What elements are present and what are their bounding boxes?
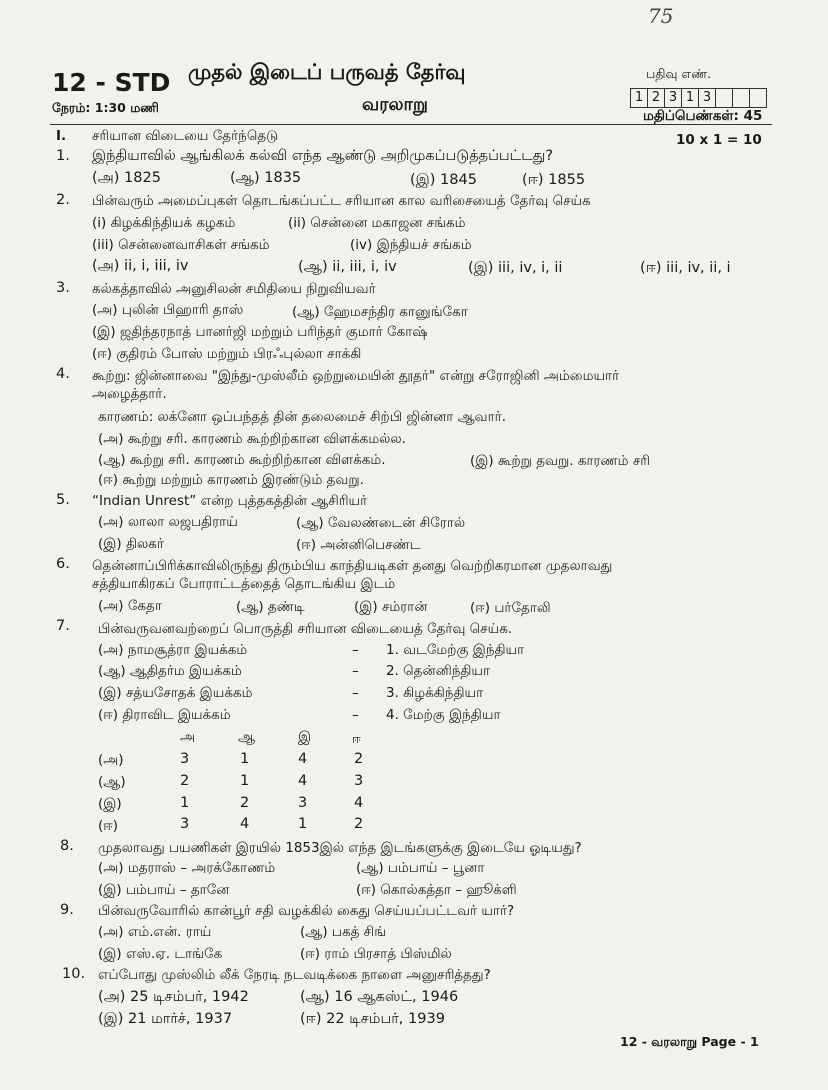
q3-option-a: (அ) புலின் பிஹாரி தாஸ் [92,302,244,318]
q7-grid-header: ஆ [238,729,256,745]
q7-grid-cell: 2 [354,751,364,767]
q7-grid-cell: 2 [240,795,250,811]
q7-grid-cell: 4 [298,751,308,767]
q10-text: எப்போது முஸ்லிம் லீக் நேரடி நடவடிக்கை நாளை அனுசரித்தது? [98,967,491,983]
q1-option-b: (ஆ) 1835 [230,170,302,186]
q7-grid-cell: 3 [298,795,308,811]
q7-grid-cell: 4 [240,816,250,832]
q10-option-d: (ஈ) 22 டிசம்பர், 1939 [300,1011,445,1027]
reg-digit: 3 [664,88,681,108]
q7-right-item: 3. கிழக்கிந்தியா [386,685,484,701]
section-score: 10 x 1 = 10 [676,132,762,148]
q1-option-d: (ஈ) 1855 [522,172,586,188]
page-footer: 12 - வரலாறு Page - 1 [620,1034,759,1049]
reg-digit [715,88,732,108]
class-label: 12 - STD [52,68,171,97]
q7-grid-cell: 2 [354,816,364,832]
q7-left-item: (இ) சத்யசோதக் இயக்கம் [98,685,253,701]
reg-number-boxes [630,88,767,108]
q3-option-b: (ஆ) ஹேமசந்திர கானுங்கோ [292,304,468,320]
q3-option-c: (இ) ஜதிந்தரநாத் பானர்ஜி மற்றும் பரிந்தர் குமார் கோஷ் [92,324,428,340]
reg-digit [749,88,767,108]
reg-number-label: பதிவு எண். [646,66,712,81]
handwritten-mark: 75 [648,4,674,28]
q2-option-c: (இ) iii, iv, i, ii [468,260,563,276]
q9-number: 9. [60,902,74,918]
q6-text-cont: சத்தியாகிரகப் போராட்டத்தைத் தொடங்கிய இடம் [92,576,396,592]
q7-right-item: 4. மேற்கு இந்தியா [386,707,501,723]
q4-number: 4. [56,366,70,382]
section-number: I. [56,128,67,144]
q1-option-a: (அ) 1825 [92,170,161,186]
q7-right-item: 1. வடமேற்கு இந்தியா [386,642,525,658]
q8-text: முதலாவது பயணிகள் இரயில் 1853இல் எந்த இடங்களுக்கு இடையே ஓடியது? [98,840,582,856]
q6-option-b: (ஆ) தண்டி [236,599,305,615]
q7-grid-row-label: (ஈ) [98,818,119,834]
q7-grid-row-label: (இ) [98,796,122,812]
q1-number: 1. [56,148,70,164]
q2-option-a: (அ) ii, i, iii, iv [92,258,189,274]
marks-label: மதிப்பெண்கள்: 45 [643,108,763,124]
q5-option-d: (ஈ) அன்னிபெசண்ட [296,537,421,553]
q7-grid-row-label: (அ) [98,752,124,768]
q7-grid-cell: 3 [180,816,190,832]
q7-grid-cell: 3 [354,773,364,789]
q7-right-item: 2. தென்னிந்தியா [386,663,491,679]
q7-grid-cell: 1 [240,773,250,789]
q8-option-b: (ஆ) பம்பாய் – பூனா [356,860,485,876]
reg-digit: 1 [681,88,698,108]
time-label: நேரம்: 1:30 மணி [52,100,159,115]
q2-item-i: (i) கிழக்கிந்தியக் கழகம் [92,215,236,231]
q7-grid-cell: 1 [298,816,308,832]
q2-item-ii: (ii) சென்னை மகாஜன சங்கம் [288,215,466,231]
q2-option-b: (ஆ) ii, iii, i, iv [298,259,397,275]
q7-dash: – [352,663,359,679]
q4-reason: காரணம்: லக்னோ ஒப்பந்தத் தின் தலைமைச் சிற்பி ஜின்னா ஆவார். [98,409,506,425]
q7-dash: – [352,707,359,723]
reg-digit: 2 [647,88,664,108]
q7-left-item: (ஆ) ஆதிதர்ம இயக்கம் [98,663,242,679]
reg-digit: 1 [630,88,647,108]
q6-number: 6. [56,556,70,572]
q9-option-c: (இ) எஸ்.ஏ. டாங்கே [98,946,223,962]
q10-number: 10. [62,966,86,982]
q7-dash: – [352,685,359,701]
reg-digit [732,88,749,108]
q4-option-c: (இ) கூற்று தவறு. காரணம் சரி [470,453,651,469]
q7-grid-row-label: (ஆ) [98,774,126,790]
q8-option-c: (இ) பம்பாய் – தானே [98,882,230,898]
q4-statement-cont: அழைத்தார். [92,386,167,402]
q10-option-b: (ஆ) 16 ஆகஸ்ட், 1946 [300,989,459,1005]
q7-left-item: (அ) நாமசூத்ரா இயக்கம் [98,642,248,658]
q1-option-c: (இ) 1845 [410,172,477,188]
q4-option-b: (ஆ) கூற்று சரி. காரணம் கூற்றிற்கான விளக்கம். [98,452,386,468]
section-title: சரியான விடையை தேர்ந்தெடு [92,128,279,144]
q3-text: கல்கத்தாவில் அனுசிலன் சமிதியை நிறுவியவர் [92,281,376,297]
q7-left-item: (ஈ) திராவிட இயக்கம் [98,707,231,723]
q2-item-iv: (iv) இந்தியச் சங்கம் [350,237,472,253]
q7-text: பின்வருவனவற்றைப் பொருத்தி சரியான விடையைத் தேர்வு செய்க. [98,621,513,637]
q6-option-a: (அ) கேதா [98,598,162,614]
q2-item-iii: (iii) சென்னைவாசிகள் சங்கம் [92,237,270,253]
q7-grid-cell: 3 [180,751,190,767]
q5-number: 5. [56,492,70,508]
q7-grid-cell: 4 [298,773,308,789]
q4-statement: கூற்று: ஜின்னாவை "இந்து-முஸ்லீம் ஒற்றுமையின் தூதர்" என்று சரோஜினி அம்மையார் [92,368,620,384]
q6-text: தென்னாப்பிரிக்காவிலிருந்து திரும்பிய காந்தியடிகள் தனது வெற்றிகரமான முதலாவது [92,558,613,574]
q7-grid-cell: 1 [240,751,250,767]
q3-number: 3. [56,280,70,296]
q5-option-c: (இ) திலகர் [98,536,164,552]
subject-title: வரலாறு [362,94,428,115]
q9-option-b: (ஆ) பகத் சிங் [300,924,387,940]
q4-option-a: (அ) கூற்று சரி. காரணம் கூற்றிற்கான விளக்கமல்ல. [98,431,406,447]
q2-text: பின்வரும் அமைப்புகள் தொடங்கப்பட்ட சரியான கால வரிசையைத் தேர்வு செய்க [92,193,591,209]
q7-grid-header: இ [298,729,312,745]
q7-dash: – [352,642,359,658]
q8-option-a: (அ) மதராஸ் – அரக்கோணம் [98,860,276,876]
q5-option-a: (அ) லாலா லஜபதிராய் [98,514,238,530]
q6-option-d: (ஈ) பர்தோலி [470,600,551,616]
q7-grid-cell: 2 [180,773,190,789]
q8-option-d: (ஈ) கொல்கத்தா – ஹூக்ளி [356,882,517,898]
q9-option-a: (அ) எம்.என். ராய் [98,924,212,940]
q7-grid-header: ஈ [352,731,361,746]
q9-text: பின்வருவோரில் கான்பூர் சதி வழக்கில் கைது செய்யப்பட்டவர் யார்? [98,903,515,919]
q7-number: 7. [56,618,70,634]
reg-digit: 3 [698,88,715,108]
exam-title: முதல் இடைப் பருவத் தேர்வு [188,60,466,84]
q7-grid-cell: 4 [354,795,364,811]
q7-grid-cell: 1 [180,795,190,811]
q9-option-d: (ஈ) ராம் பிரசாத் பிஸ்மில் [300,946,452,962]
q8-number: 8. [60,838,74,854]
q1-text: இந்தியாவில் ஆங்கிலக் கல்வி எந்த ஆண்டு அறிமுகப்படுத்தப்பட்டது? [92,148,554,164]
q2-number: 2. [56,192,70,208]
q3-option-d: (ஈ) குதிரம் போஸ் மற்றும் பிரஃபுல்லா சாக்கி [92,346,362,362]
q10-option-c: (இ) 21 மார்ச், 1937 [98,1011,233,1027]
q10-option-a: (அ) 25 டிசம்பர், 1942 [98,989,249,1005]
q6-option-c: (இ) சம்ரான் [354,599,428,615]
q7-grid-header: அ [180,729,196,745]
q2-option-d: (ஈ) iii, iv, ii, i [640,260,731,276]
q4-option-d: (ஈ) கூற்று மற்றும் காரணம் இரண்டும் தவறு. [98,472,364,488]
q5-text: “Indian Unrest” என்ற புத்தகத்தின் ஆசிரியர் [92,493,368,509]
header-rule [50,124,772,125]
q5-option-b: (ஆ) வேலண்டைன் சிரோல் [296,515,466,531]
